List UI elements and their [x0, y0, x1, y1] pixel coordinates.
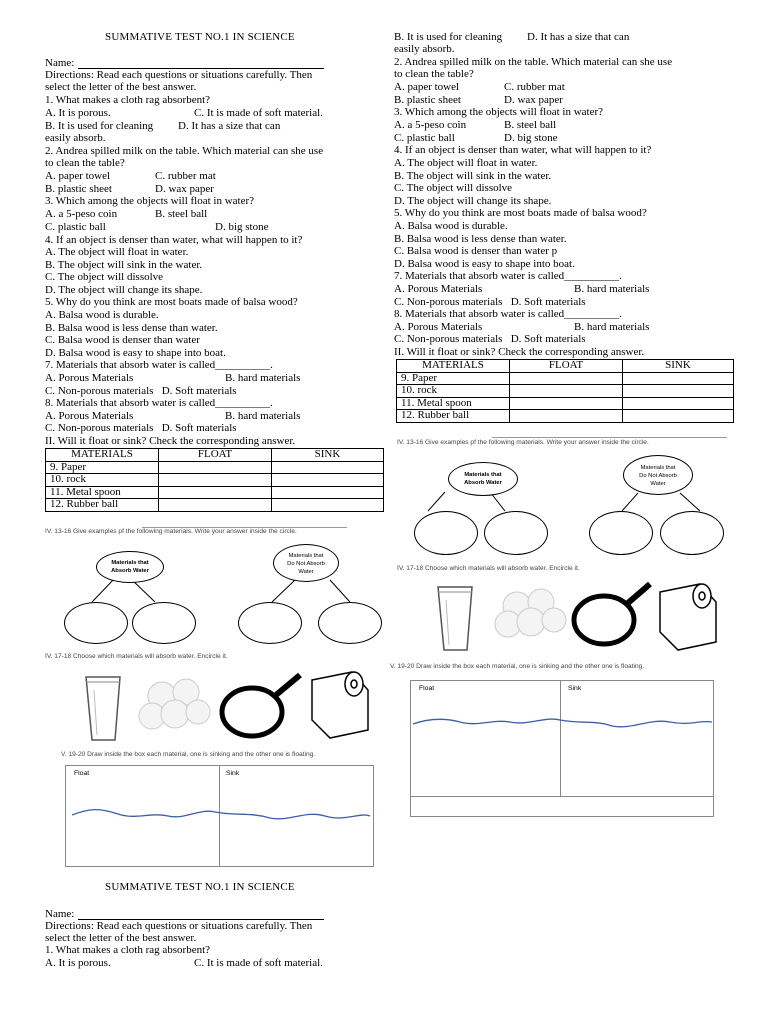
- not-absorb-label-line3: Water: [298, 569, 314, 575]
- directions-line1: Directions: Read each questions or situations carefully. Then: [45, 69, 313, 81]
- name-label-repeat: Name:: [45, 908, 75, 920]
- absorb-label-line1: Materials that: [111, 560, 149, 566]
- q2-option-a-right: A. paper towel: [394, 81, 460, 93]
- q1-option-a: A. It is porous.: [45, 107, 111, 119]
- q7-stem-right: 7. Materials that absorb water is called__________.: [394, 270, 622, 282]
- test-title: SUMMATIVE TEST NO.1 IN SCIENCE: [105, 31, 295, 43]
- q7-option-d-right: D. Soft materials: [510, 296, 586, 308]
- q5-stem: 5. Why do you think are most boats made of balsa wood?: [45, 296, 298, 308]
- sink-label: Sink: [568, 685, 582, 692]
- directions-line2-repeat: select the letter of the best answer.: [45, 932, 197, 944]
- q2-stem-line2: to clean the table?: [45, 157, 125, 169]
- q5-option-d-right: D. Balsa wood is easy to shape into boat.: [394, 258, 575, 270]
- q4-option-a: A. The object will float in water.: [45, 246, 189, 258]
- table-header: FLOAT: [510, 360, 623, 373]
- q1-continued: easily absorb.: [45, 132, 106, 144]
- part2-instruction-right: II. Will it float or sink? Check the corresponding answer.: [394, 346, 645, 358]
- q7-option-a: A. Porous Materials: [45, 372, 134, 384]
- part2-instruction: II. Will it float or sink? Check the corresponding answer.: [45, 435, 296, 447]
- q8-option-d: D. Soft materials: [161, 422, 237, 434]
- q7-option-c: C. Non-porous materials: [45, 385, 154, 397]
- material-cell: 9. Paper: [46, 461, 159, 474]
- material-cell: 10. rock: [397, 385, 510, 398]
- part6-instruction-right: V. 19-20 Draw inside the box each material, one is sinking and the other one is floating.: [390, 663, 645, 670]
- q7-option-a-right: A. Porous Materials: [394, 283, 483, 295]
- q2-option-d-right: D. wax paper: [504, 94, 563, 106]
- q4-option-b-right: B. The object will sink in the water.: [394, 170, 552, 182]
- q3-option-c-right: C. plastic ball: [394, 132, 455, 144]
- q1-option-d: D. It has a size that can: [178, 120, 281, 132]
- part5-instruction-left: IV. 17-18 Choose which materials will absorb water. Encircle it.: [45, 653, 228, 660]
- q2-stem-line1: 2. Andrea spilled milk on the table. Which material can she use: [45, 145, 324, 157]
- directions-line1-repeat: Directions: Read each questions or situations carefully. Then: [45, 920, 313, 932]
- q1-option-b-right: B. It is used for cleaning: [394, 31, 503, 43]
- not-absorb-label-line2: Do Not Absorb: [287, 561, 325, 567]
- q3-option-b: B. steel ball: [155, 208, 208, 220]
- q1-stem: 1. What makes a cloth rag absorbent?: [45, 94, 211, 106]
- material-cell: 12. Rubber ball: [397, 410, 510, 423]
- float-label: Float: [74, 770, 90, 777]
- q5-option-b: B. Balsa wood is less dense than water.: [45, 322, 218, 334]
- part4-instruction-left: IV. 13-16 Give examples pf the following materials. Write your answer inside the circle.: [45, 528, 297, 535]
- q3-option-d-right: D. big stone: [504, 132, 558, 144]
- q3-option-d: D. big stone: [215, 221, 269, 233]
- absorb-label-line2: Absorb Water: [464, 480, 502, 486]
- q1-option-a-repeat: A. It is porous.: [45, 957, 111, 969]
- q2-stem-line2-right: to clean the table?: [394, 68, 474, 80]
- q8-option-c-right: C. Non-porous materials: [394, 333, 503, 345]
- q2-option-d: D. wax paper: [155, 183, 214, 195]
- q2-option-c: C. rubber mat: [155, 170, 216, 182]
- material-cell: 10. rock: [46, 474, 159, 487]
- q4-option-d: D. The object will change its shape.: [45, 284, 203, 296]
- q1-option-c-repeat: C. It is made of soft material.: [194, 957, 323, 969]
- table-header: FLOAT: [159, 449, 272, 462]
- q1-stem-repeat: 1. What makes a cloth rag absorbent?: [45, 944, 211, 956]
- part5-instruction-right: IV. 17-18 Choose which materials will absorb water. Encircle it.: [397, 565, 580, 572]
- q8-option-a-right: A. Porous Materials: [394, 321, 483, 333]
- name-label: Name:: [45, 57, 75, 69]
- q4-stem-right: 4. If an object is denser than water, what will happen to it?: [394, 144, 652, 156]
- q2-option-c-right: C. rubber mat: [504, 81, 565, 93]
- sink-label: Sink: [226, 770, 240, 777]
- q1-option-b: B. It is used for cleaning: [45, 120, 154, 132]
- q4-stem: 4. If an object is denser than water, what will happen to it?: [45, 234, 303, 246]
- q3-stem-right: 3. Which among the objects will float in water?: [394, 106, 604, 118]
- q4-option-c-right: C. The object will dissolve: [394, 182, 513, 194]
- q3-option-c: C. plastic ball: [45, 221, 106, 233]
- table-header: SINK: [623, 360, 734, 373]
- not-absorb-label-line3: Water: [650, 481, 666, 487]
- q1-option-c: C. It is made of soft material.: [194, 107, 323, 119]
- material-cell: 12. Rubber ball: [46, 499, 159, 512]
- q3-option-a: A. a 5-peso coin: [45, 208, 118, 220]
- q8-option-b-right: B. hard materials: [574, 321, 650, 333]
- absorb-label-line1: Materials that: [464, 472, 502, 478]
- absorb-label-line2: Absorb Water: [111, 568, 149, 574]
- q3-stem: 3. Which among the objects will float in water?: [45, 195, 255, 207]
- q8-option-b: B. hard materials: [225, 410, 301, 422]
- q4-option-d-right: D. The object will change its shape.: [394, 195, 552, 207]
- part6-instruction-left: V. 19-20 Draw inside the box each material, one is sinking and the other one is floating.: [61, 751, 316, 758]
- q8-option-d-right: D. Soft materials: [510, 333, 586, 345]
- table-header: SINK: [272, 449, 384, 462]
- q5-option-b-right: B. Balsa wood is less dense than water.: [394, 233, 567, 245]
- q5-option-d: D. Balsa wood is easy to shape into boat.: [45, 347, 226, 359]
- q2-option-a: A. paper towel: [45, 170, 111, 182]
- q1-option-d-right: D. It has a size that can: [527, 31, 630, 43]
- test-title-repeat: SUMMATIVE TEST NO.1 IN SCIENCE: [105, 881, 295, 893]
- material-cell: 9. Paper: [397, 372, 510, 385]
- q7-option-b-right: B. hard materials: [574, 283, 650, 295]
- q2-stem-line1-right: 2. Andrea spilled milk on the table. Which material can she use: [394, 56, 673, 68]
- q1-continued-right: easily absorb.: [394, 43, 455, 55]
- q4-option-a-right: A. The object will float in water.: [394, 157, 538, 169]
- q4-option-c: C. The object will dissolve: [45, 271, 164, 283]
- directions-line2: select the letter of the best answer.: [45, 81, 197, 93]
- q7-option-b: B. hard materials: [225, 372, 301, 384]
- table-header: MATERIALS: [46, 449, 159, 462]
- table-header: MATERIALS: [397, 360, 510, 373]
- q5-option-a: A. Balsa wood is durable.: [45, 309, 159, 321]
- q5-option-c-right: C. Balsa wood is denser than water p: [394, 245, 558, 257]
- q8-option-c: C. Non-porous materials: [45, 422, 154, 434]
- q7-stem: 7. Materials that absorb water is called__________.: [45, 359, 273, 371]
- q5-option-c: C. Balsa wood is denser than water: [45, 334, 200, 346]
- q5-stem-right: 5. Why do you think are most boats made of balsa wood?: [394, 207, 647, 219]
- material-cell: 11. Metal spoon: [46, 486, 159, 499]
- float-label: Float: [419, 685, 435, 692]
- q3-option-a-right: A. a 5-peso coin: [394, 119, 467, 131]
- q5-option-a-right: A. Balsa wood is durable.: [394, 220, 508, 232]
- q3-option-b-right: B. steel ball: [504, 119, 557, 131]
- q8-stem-right: 8. Materials that absorb water is called__________.: [394, 308, 622, 320]
- q2-option-b-right: B. plastic sheet: [394, 94, 461, 106]
- not-absorb-label-line2: Do Not Absorb: [639, 473, 677, 479]
- material-cell: 11. Metal spoon: [397, 397, 510, 410]
- q2-option-b: B. plastic sheet: [45, 183, 112, 195]
- q8-stem: 8. Materials that absorb water is called__________.: [45, 397, 273, 409]
- not-absorb-label-line1: Materials that: [288, 553, 324, 559]
- q4-option-b: B. The object will sink in the water.: [45, 259, 203, 271]
- q7-option-c-right: C. Non-porous materials: [394, 296, 503, 308]
- q7-option-d: D. Soft materials: [161, 385, 237, 397]
- not-absorb-label-line1: Materials that: [640, 465, 676, 471]
- part4-instruction-right: IV. 13-16 Give examples pf the following materials. Write your answer inside the circle.: [397, 439, 649, 446]
- q8-option-a: A. Porous Materials: [45, 410, 134, 422]
